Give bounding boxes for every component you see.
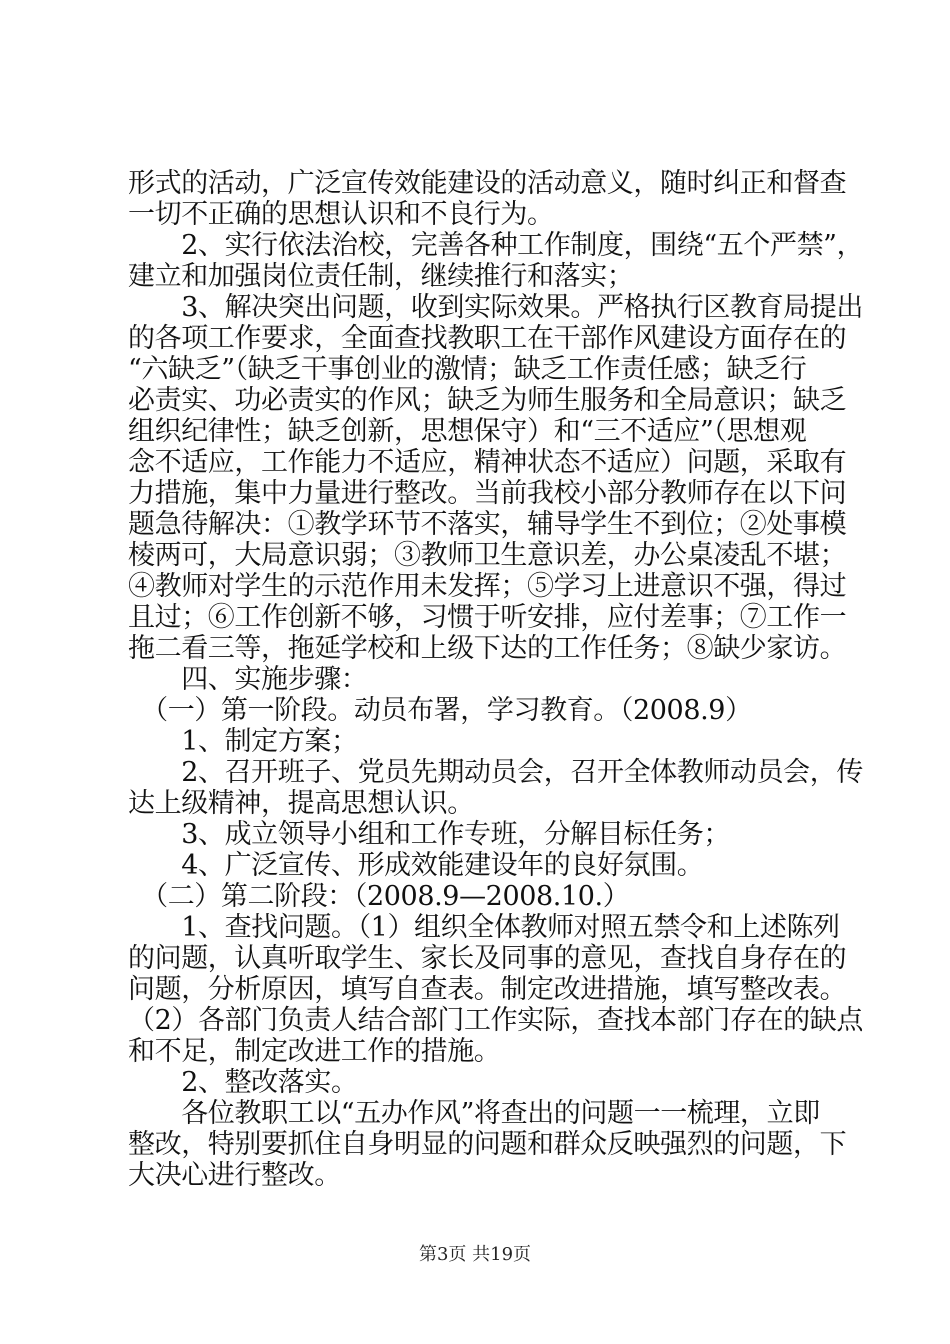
text-line: 2、整改落实。 — [128, 1067, 358, 1098]
text-line: 建立和加强岗位责任制，继续推行和落实； — [128, 261, 634, 292]
text-line: 念不适应，工作能力不适应，精神状态不适应）问题，采取有 — [128, 447, 847, 478]
text-line: 组织纪律性；缺乏创新，思想保守）和“三不适应”（思想观 — [128, 416, 807, 447]
document-body — [128, 168, 864, 1191]
text-line: 形式的活动，广泛宣传效能建设的活动意义，随时纠正和督查 — [128, 168, 847, 199]
text-line: 四、实施步骤： — [128, 664, 368, 695]
text-line: 的各项工作要求，全面查找教职工在干部作风建设方面存在的 — [128, 323, 847, 354]
text-line: 问题，分析原因，填写自查表。制定改进措施，填写整改表。 — [128, 974, 847, 1005]
text-line: 1、查找问题。（1）组织全体教师对照五禁令和上述陈列 — [128, 912, 840, 943]
text-line: （2）各部门负责人结合部门工作实际，查找本部门存在的缺点 — [128, 1005, 863, 1036]
text-line: 3、成立领导小组和工作专班，分解目标任务； — [128, 819, 730, 850]
text-line: 达上级精神，提高思想认识。 — [128, 788, 474, 819]
text-line: 一切不正确的思想认识和不良行为。 — [128, 199, 554, 230]
text-line: 且过；⑥工作创新不够，习惯于听安排，应付差事；⑦工作一 — [128, 602, 847, 633]
text-line: 大决心进行整改。 — [128, 1160, 341, 1191]
text-line: 4、广泛宣传、形成效能建设年的良好氛围。 — [128, 850, 704, 881]
text-line: ④教师对学生的示范作用未发挥；⑤学习上进意识不强，得过 — [128, 571, 847, 602]
text-line: 1、制定方案； — [128, 726, 358, 757]
text-line: 3、解决突出问题，收到实际效果。严格执行区教育局提出 — [128, 292, 863, 323]
page-number-footer: 第3页 共19页 — [418, 1244, 532, 1265]
text-line: 各位教职工以“五办作风”将查出的问题一一梳理，立即 — [128, 1098, 820, 1129]
text-line: （二）第二阶段：（2008.9—2008.10.） — [128, 881, 630, 912]
text-line: 拖二看三等，拖延学校和上级下达的工作任务；⑧缺少家访。 — [128, 633, 847, 664]
text-line: 力措施，集中力量进行整改。当前我校小部分教师存在以下问 — [128, 478, 847, 509]
text-line: 题急待解决：①教学环节不落实，辅导学生不到位；②处事模 — [128, 509, 847, 540]
text-line: 整改，特别要抓住自身明显的问题和群众反映强烈的问题，下 — [128, 1129, 847, 1160]
text-line: 的问题，认真听取学生、家长及同事的意见，查找自身存在的 — [128, 943, 847, 974]
text-line: 2、实行依法治校，完善各种工作制度，围绕“五个严禁”， — [128, 230, 864, 261]
text-line: 和不足，制定改进工作的措施。 — [128, 1036, 501, 1067]
text-line: （一）第一阶段。动员布署，学习教育。（2008.9） — [128, 695, 752, 726]
text-line: 必责实、功必责实的作风；缺乏为师生服务和全局意识；缺乏 — [128, 385, 847, 416]
text-line: “六缺乏”（缺乏干事创业的激情；缺乏工作责任感；缺乏行 — [128, 354, 807, 385]
text-line: 2、召开班子、党员先期动员会，召开全体教师动员会，传 — [128, 757, 863, 788]
text-line: 棱两可，大局意识弱；③教师卫生意识差，办公桌凌乱不堪； — [128, 540, 847, 571]
